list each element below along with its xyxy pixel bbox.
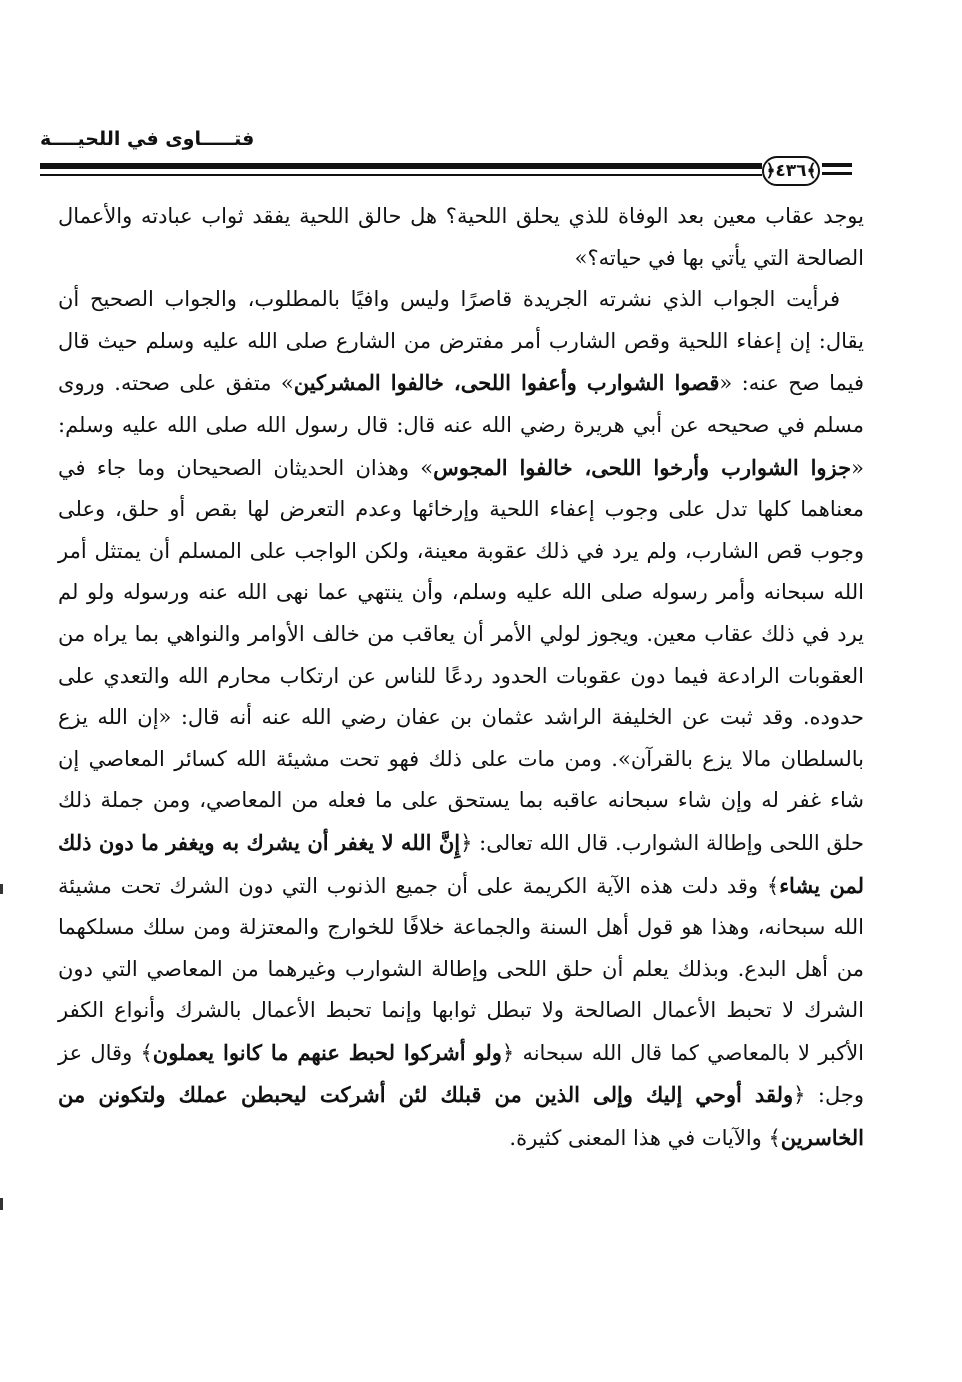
answer-text: » وهذان الحديثان الصحيحان وما جاء في معناهما كلها تدل على وجوب إعفاء اللحية وإرخائها وعدم التعرض لها بقص أو حلق، وعلى وجوب قص الشارب، ولم يرد في ذلك عقوبة معينة، ولكن الواجب على المسلم أن يمتثل أمر الله سبحانه وأمر رسوله صلى الله عليه وسلم، وأن ينتهي عما نهى الله عنه ورسوله ولو لم يرد في ذلك عقاب معين. ويجوز لولي الأمر أن يعاقب من خالف الأوامر والنواهي بما يراه من العقوبات الرادعة فيما دون عقوبات الحدود ردعًا للناس عن ارتكاب محارم الله والتعدي على حدوده. وقد ثبت عن الخليفة الراشد عثمان بن عفان رضي الله عنه أنه قال: «إن الله يزع بالسلطان مالا يزع بالقرآن». ومن مات على ذلك فهو تحت مشيئة الله كسائر المعاصي إن شاء غفر له وإن شاء سبحانه عاقبه بما يستحق على ما فعله من المعاصي، ومن جملة ذلك حلق اللحى وإطالة الشوارب. قال الله تعالى: ﴿ [58, 455, 864, 855]
answer-text: ﴾ وقد دلت هذه الآية الكريمة على أن جميع الذنوب التي دون الشرك تحت مشيئة الله سبحانه، وهذا هو قول أهل السنة والجماعة خلافًا للخوارج والمعتزلة ومن سلك مسلكهما من أهل البدع. وبذلك يعلم أن حلق اللحى وإطالة الشوارب وغيرهما من المعاصي التي دون الشرك لا تحبط الأعمال الصالحة ولا تبطل ثوابها وإنما تحبط الأعمال بالشرك وأنواع الكفر الأكبر لا بالمعاصي كما قال الله سبحانه ﴿ [58, 873, 865, 1065]
header-rule-thick [40, 163, 762, 169]
paragraph-answer [58, 279, 864, 1159]
hadith-quote: قصوا الشوارب وأعفوا اللحى، خالفوا المشركين [293, 370, 720, 396]
quran-verse: ولقد أوحي إليك وإلى الذين من قبلك لئن أشركت ليحبطن عملك ولتكونن من الخاسرين [58, 1082, 864, 1151]
scan-mark [0, 1198, 3, 1210]
header-rule-short [822, 163, 852, 167]
hadith-quote: جزوا الشوارب وأرخوا اللحى، خالفوا المجوس [433, 454, 852, 480]
body-text [58, 196, 864, 1160]
answer-text: » متفق على صحته. وروى مسلم في صحيحه عن أبي هريرة رضي الله عنه قال: قال رسول الله صلى الله عليه وسلم: « [58, 371, 864, 480]
scan-mark [0, 884, 3, 894]
page-number: ﴿٤٣٦﴾ [762, 156, 820, 186]
answer-text: ﴾ وقال عز وجل: ﴿ [58, 1040, 864, 1108]
quran-verse: ولو أشركوا لحبط عنهم ما كانوا يعملون [152, 1039, 502, 1065]
answer-text: فرأيت الجواب الذي نشرته الجريدة قاصرًا وليس وافيًا بالمطلوب، والجواب الصحيح أن يقال: إن إعفاء اللحية وقص الشارب أمر مفترض من الشارع صلى الله عليه وسلم حيث قال فيما صح عنه: « [58, 287, 864, 396]
answer-text: ﴾ والآيات في هذا المعنى كثيرة. [509, 1126, 781, 1151]
header-rule-short [822, 172, 852, 175]
header-rule-thin [40, 174, 762, 176]
quran-verse: إِنَّ الله لا يغفر أن يشرك به ويغفر ما دون ذلك لمن يشاء [58, 829, 865, 898]
paragraph-question-end: يوجد عقاب معين بعد الوفاة للذي يحلق اللحية؟ هل حالق اللحية يفقد ثواب عبادته والأعمال الصالحة التي يأتي بها في حياته؟» [58, 204, 864, 270]
running-title: فتـــــاوى في اللحيــــة [40, 128, 255, 150]
